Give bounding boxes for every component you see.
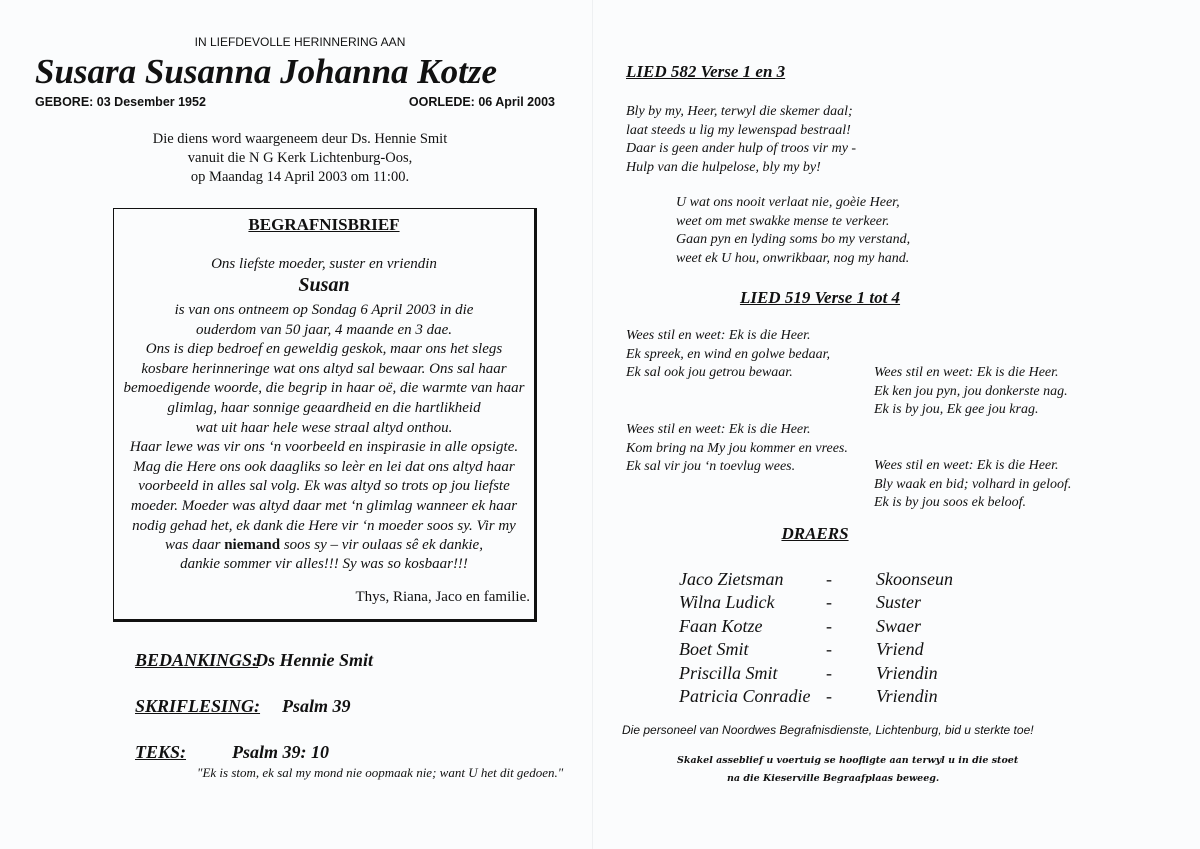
hymn-519-verse-4 (874, 457, 1071, 513)
letter-signature: Thys, Riana, Jaco en familie. (355, 589, 530, 605)
letter-line: ouderdom van 50 jaar, 4 maande en 3 dae. (195, 321, 453, 338)
emphasis-text: niemand (224, 537, 281, 553)
service-line: vanuit die N G Kerk Lichtenburg-Oos, (187, 150, 413, 166)
verse-line: Wees stil en weet: Ek is die Heer. (626, 328, 811, 343)
pallbearer-name: Boet Smit (679, 639, 749, 660)
hymn-582-title: LIED 582 Verse 1 en 3 (626, 62, 786, 81)
pallbearer-relation: Skoonseun (876, 569, 953, 589)
procession-notice: na die Kieserville Begraafplaas beweeg. (727, 773, 940, 784)
verse-line: U wat ons nooit verlaat nie, goèie Heer, (676, 195, 900, 210)
pallbearer-name: Jaco Zietsman (679, 569, 784, 589)
letter-nickname: Susan (298, 274, 350, 296)
separator: - (826, 639, 832, 660)
verse-line: Kom bring na My jou kommer en vrees. (626, 440, 848, 456)
letter-line: nodig gehad het, ek dank die Here vir ‘n moeder soos sy. Vir my (132, 517, 516, 534)
teks-quote: "Ek is stom, ek sal my mond nie oopmaak nie; want U het dit gedoen." (197, 765, 564, 780)
verse-line: Ek ken jou pyn, jou donkerste nag. (874, 383, 1068, 399)
verse-line: Bly waak en bid; volhard in geloof. (874, 476, 1072, 492)
letter-opening: Ons liefste moeder, suster en vriendin (211, 256, 437, 272)
procession-notice: Skakel asseblief u voertuig se hoofligte aan terwyl u in die stoet (677, 755, 1019, 766)
text: was daar (165, 537, 225, 553)
birth-date: GEBORE: 03 Desember 1952 (35, 95, 206, 109)
letter-line: Mag die Here ons ook daagliks so leèr en lei dat ons altyd haar (133, 458, 515, 475)
teks-value: Psalm 39: 10 (232, 742, 329, 762)
verse-line: Ek is by jou, Ek gee jou krag. (874, 402, 1039, 417)
pallbearer-name: Faan Kotze (679, 615, 763, 636)
verse-line: Daar is geen ander hulp of troos vir my - (626, 141, 857, 156)
draers-title: DRAERS (781, 524, 849, 543)
text: soos sy – vir oulaas sê ek dankie, (280, 537, 483, 553)
page-fold (592, 0, 593, 849)
verse-line: Wees stil en weet: Ek is die Heer. (874, 458, 1059, 473)
hymn-519-verse-2 (874, 364, 1068, 420)
condolence-note: Die personeel van Noordwes Begrafnisdienste, Lichtenburg, bid u sterkte toe! (622, 723, 1034, 737)
pallbearer-relation: Vriendin (876, 686, 938, 706)
letter-title: BEGRAFNISBRIEF (248, 215, 400, 234)
verse-line: Gaan pyn en lyding soms bo my verstand, (676, 232, 911, 247)
skriflesing-value: Psalm 39 (282, 696, 351, 716)
service-line: Die diens word waargeneem deur Ds. Hennie Smit (152, 131, 448, 147)
death-date: OORLEDE: 06 April 2003 (408, 95, 555, 109)
verse-line: Hulp van die hulpelose, bly my by! (626, 159, 821, 175)
pallbearer-relation: Swaer (876, 615, 921, 636)
hymn-519-verse-1 (626, 327, 830, 383)
letter-line: Ons is diep bedroef en geweldig geskok, maar ons het slegs (145, 341, 503, 358)
separator: - (826, 592, 832, 613)
verse-line: Ek sal ook jou getrou bewaar. (626, 365, 793, 380)
separator: - (826, 662, 832, 683)
letter-line: is van ons ontneem op Sondag 6 April 2003 in die (174, 302, 474, 318)
funeral-letter-box (113, 208, 537, 622)
verse-line: Ek is by jou soos ek beloof. (874, 495, 1027, 510)
letter-line: wat uit haar hele wese straal altyd onthou. (195, 419, 453, 436)
skriflesing-label: SKRIFLESING: (135, 696, 261, 716)
teks-label: TEKS: (135, 742, 187, 762)
pallbearer-relation: Vriendin (876, 662, 938, 683)
letter-line: kosbare herinneringe wat ons altyd sal bewaar. Ons sal haar (141, 360, 507, 377)
verse-line: Ek spreek, en wind en golwe bedaar, (626, 346, 830, 362)
memorial-header: IN LIEFDEVOLLE HERINNERING AAN (194, 35, 406, 49)
verse-line: laat steeds u lig my lewenspad bestraal! (626, 122, 851, 138)
separator: - (826, 686, 832, 706)
verse-line: weet om met swakke mense te verkeer. (676, 213, 890, 229)
pallbearer-relation: Vriend (876, 639, 924, 660)
verse-line: Ek sal vir jou ‘n toevlug wees. (626, 459, 796, 474)
verse-line: Wees stil en weet: Ek is die Heer. (626, 422, 811, 437)
verse-line: Wees stil en weet: Ek is die Heer. (874, 365, 1059, 380)
letter-line: moeder. Moeder was altyd daar met ‘n glimlag wanneer ek haar (130, 498, 518, 514)
hymn-519-verse-3 (626, 421, 848, 477)
separator: - (826, 569, 832, 589)
bedankings-value: Ds Hennie Smit (255, 650, 374, 670)
letter-line: Haar lewe was vir ons ‘n voorbeeld en inspirasie in alle opsigte. (129, 439, 519, 456)
separator: - (826, 615, 832, 636)
pallbearer-name: Patricia Conradie (679, 686, 811, 706)
deceased-name: Susara Susanna Johanna Kotze (35, 52, 498, 91)
letter-line (114, 536, 534, 556)
pallbearer-name: Priscilla Smit (679, 662, 778, 683)
letter-line: bemoedigende woorde, die begrip in haar oë, die warmte van haar (123, 380, 525, 397)
hymn-582-verse-1 (626, 103, 856, 177)
bedankings-label: BEDANKINGS: (135, 650, 259, 670)
letter-line: glimlag, haar sonnige geaardheid en die hartlikheid (167, 400, 481, 416)
letter-line: voorbeeld in alles sal volg. Ek was altyd so trots op jou liefste (138, 478, 510, 495)
hymn-582-verse-3 (676, 194, 910, 268)
letter-line: dankie sommer vir alles!!! Sy was so kosbaar!!! (180, 556, 468, 572)
hymn-519-title: LIED 519 Verse 1 tot 4 (739, 288, 901, 307)
verse-line: weet ek U hou, onwrikbaar, nog my hand. (676, 250, 910, 266)
pallbearer-relation: Suster (876, 592, 921, 613)
pallbearer-name: Wilna Ludick (679, 592, 775, 613)
service-line: op Maandag 14 April 2003 om 11:00. (190, 169, 410, 185)
verse-line: Bly by my, Heer, terwyl die skemer daal; (626, 104, 853, 119)
